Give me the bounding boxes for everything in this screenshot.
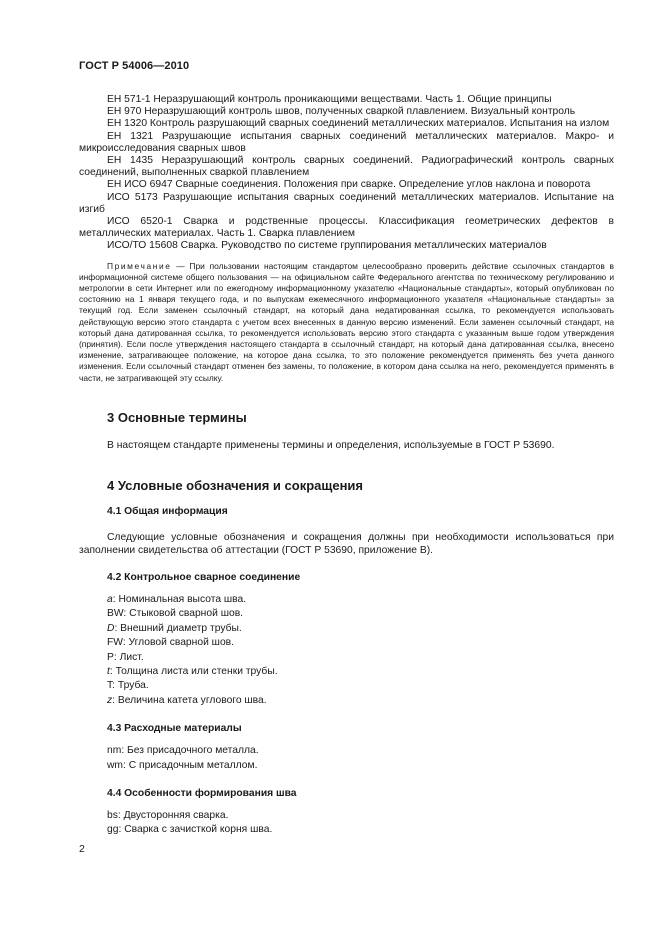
abbreviation-description: : Труба. xyxy=(112,680,149,692)
reference-item: ЕН 970 Неразрушающий контроль швов, полученных сваркой плавлением. Визуальный контроль xyxy=(107,106,576,118)
abbreviation-item xyxy=(79,593,614,607)
abbreviation-item xyxy=(79,651,614,665)
abbreviation-symbol: t xyxy=(107,665,110,677)
section-4-1-text: Следующие условные обозначения и сокращения должны при необходимости использоваться при заполнении свидетельства об аттестации (ГОСТ Р 53690, приложение В). xyxy=(79,531,614,556)
abbreviation-list-test-joint xyxy=(79,593,614,708)
abbreviation-symbol: FW xyxy=(107,637,123,649)
reference-item: ЕН 1435 Неразрушающий контроль сварных соединений. Радиографический контроль сварных соединений, выполненных сваркой плавлением xyxy=(79,155,614,179)
note-paragraph xyxy=(79,261,614,384)
abbreviation-symbol: D xyxy=(107,622,115,634)
reference-item: ЕН 1320 Контроль разрушающий сварных соединений металлических материалов. Испытания на излом xyxy=(107,118,610,130)
abbreviation-item xyxy=(79,823,614,837)
references-list xyxy=(79,94,614,253)
note-label: Примечание xyxy=(107,260,172,271)
reference-item: ИСО 6520-1 Сварка и родственные процессы. Классификация геометрических дефектов в металлических материалах. Часть 1. Сварка плавлением xyxy=(79,216,614,240)
section-4-1-heading: 4.1 Общая информация xyxy=(107,505,228,517)
reference-item: ЕН 571-1 Неразрушающий контроль проникающими веществами. Часть 1. Общие принципы xyxy=(107,94,552,105)
abbreviation-item xyxy=(79,679,614,693)
abbreviation-description: : Угловой сварной шов. xyxy=(122,637,235,649)
abbreviation-item xyxy=(79,665,614,679)
section-4-heading: 4 Условные обозначения и сокращения xyxy=(107,477,364,493)
abbreviation-item xyxy=(79,759,614,773)
abbreviation-description: : Без присадочного металла. xyxy=(121,745,259,757)
abbreviation-description: : Сварка с зачисткой корня шва. xyxy=(118,824,273,836)
reference-item: ЕН 1321 Разрушающие испытания сварных соединений металлических материалов. Макро- и микроисследования сварных швов xyxy=(79,130,614,154)
abbreviation-symbol: a xyxy=(107,593,113,605)
section-3-heading: 3 Основные термины xyxy=(107,409,247,425)
document-body xyxy=(79,94,614,838)
abbreviation-symbol: z xyxy=(107,694,113,706)
abbreviation-item xyxy=(79,607,614,621)
abbreviation-symbol: T xyxy=(107,680,113,692)
abbreviation-symbol: gg xyxy=(107,824,119,836)
abbreviation-item xyxy=(79,636,614,650)
abbreviation-symbol: P xyxy=(107,651,114,663)
note-text: — При пользовании настоящим стандартом целесообразно проверить действие ссылочных стандартов в информационной системе общего пользования — на официальном сайте Федерального агентства по техническому регулированию и метрологии в сети Интернет или по ежегодному информационному указателю «Национальные стандарты», который опубликован по состоянию на 1 января текущего года, и по выпускам ежемесячного информационного указателя «Национальные стандарты» за текущий год. Если заменен ссылочный стандарт, на который дана недатированная ссылка, то рекомендуется использовать действующую версию этого стандарта с учетом всех внесенных в данную версию изменений. Если заменен ссылочный стандарт, на который дана датированная ссылка, то рекомендуется использовать версию этого стандарта с указанным выше годом утверждения (принятия). Если после утверждения настоящего стандарта в ссылочный стандарт, на который дана датированная ссылка, внесено изменение, затрагивающее положение, на которое дана ссылка, то это положение рекомендуется применять без учета данного изменения. Если ссылочный стандарт отменен без замены, то положение, в котором дана ссылка на него, рекомендуется применять в части, не затрагивающей эту ссылку. xyxy=(79,260,614,383)
abbreviation-description: : Двусторонняя сварка. xyxy=(117,809,229,821)
section-4-3-heading: 4.3 Расходные материалы xyxy=(107,723,242,735)
abbreviation-item xyxy=(79,622,614,636)
abbreviation-description: : Величина катета углового шва. xyxy=(112,694,267,706)
abbreviation-symbol: wm xyxy=(107,759,124,771)
abbreviation-description: : Стыковой сварной шов. xyxy=(123,608,244,620)
page-number: 2 xyxy=(79,843,85,855)
reference-item: ИСО/ТО 15608 Сварка. Руководство по системе группирования металлических материалов xyxy=(107,240,547,252)
abbreviation-item xyxy=(79,809,614,823)
abbreviation-item xyxy=(79,694,614,708)
abbreviation-description: : Толщина листа или стенки трубы. xyxy=(109,665,278,677)
abbreviation-item xyxy=(79,744,614,758)
reference-item: ЕН ИСО 6947 Сварные соединения. Положения при сварке. Определение углов наклона и поворота xyxy=(107,179,591,191)
document-header: ГОСТ Р 54006—2010 xyxy=(79,60,190,72)
abbreviation-list-weld-details xyxy=(79,809,614,838)
abbreviation-symbol: bs xyxy=(107,809,118,821)
abbreviation-symbol: BW xyxy=(107,608,124,620)
reference-item: ИСО 5173 Разрушающие испытания сварных соединений металлических материалов. Испытание на изгиб xyxy=(79,191,614,215)
abbreviation-list-consumables xyxy=(79,744,614,773)
abbreviation-description: : Лист. xyxy=(113,651,144,663)
section-4-2-heading: 4.2 Контрольное сварное соединение xyxy=(107,571,301,583)
abbreviation-description: : Внешний диаметр трубы. xyxy=(114,622,242,634)
abbreviation-description: : Номинальная высота шва. xyxy=(112,593,247,605)
abbreviation-symbol: nm xyxy=(107,745,122,757)
section-3-text: В настоящем стандарте применены термины и определения, используемые в ГОСТ Р 53690. xyxy=(107,439,555,451)
abbreviation-description: : С присадочным металлом. xyxy=(123,759,258,771)
section-4-4-heading: 4.4 Особенности формирования шва xyxy=(107,787,297,799)
